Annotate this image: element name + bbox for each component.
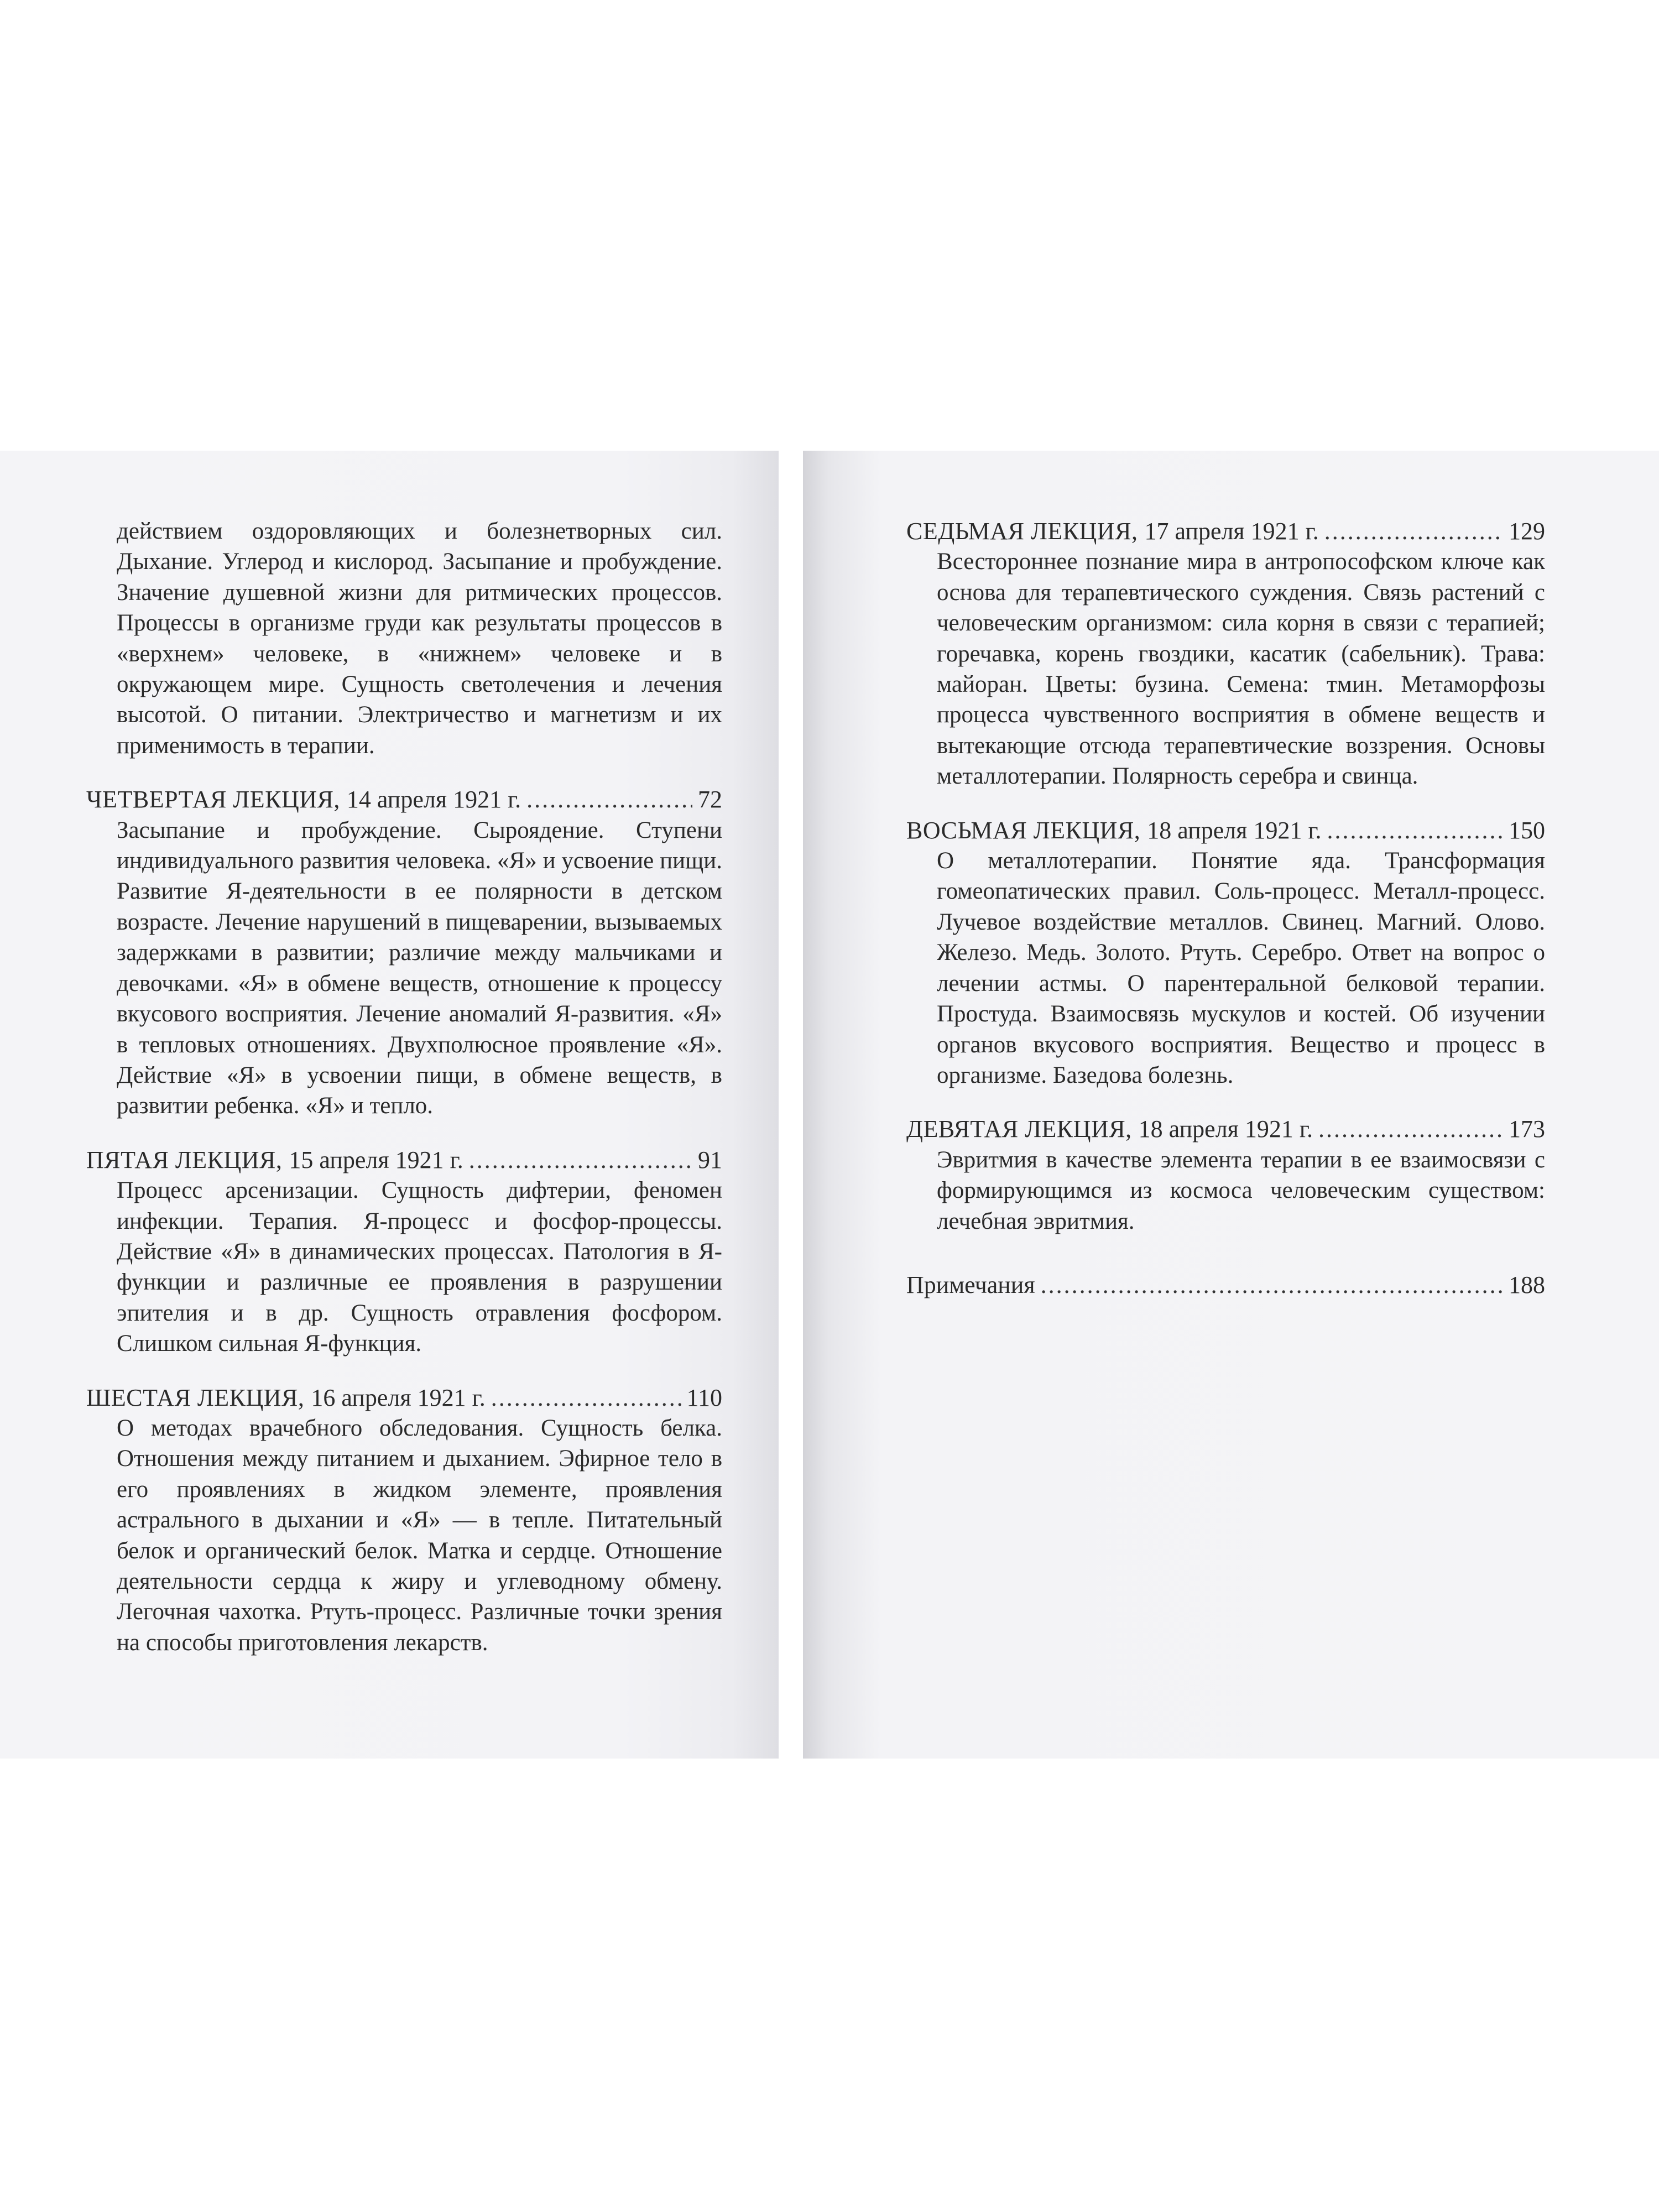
lecture-title: ВОСЬМАЯ ЛЕКЦИЯ, bbox=[906, 816, 1141, 844]
toc-entry-lecture-8 bbox=[906, 815, 1545, 1091]
page-number: 110 bbox=[686, 1384, 722, 1411]
notes-title: Примечания bbox=[906, 1271, 1035, 1298]
toc-entry-lecture-6 bbox=[86, 1383, 722, 1658]
toc-entry-notes bbox=[906, 1270, 1545, 1300]
lecture-date: 14 апреля 1921 г. bbox=[346, 786, 521, 813]
toc-entry-lecture-4 bbox=[86, 784, 722, 1121]
lecture-title: ШЕСТАЯ ЛЕКЦИЯ, bbox=[86, 1384, 305, 1411]
toc-entry-heading bbox=[86, 1383, 722, 1413]
lecture-description: О методах врачебного обследования. Сущность белка. Отношения между питанием и дыханием. Эфирное тело в его проявлениях в жидком элементе, проявления астрального в дыхании и «Я» — в тепле. Питательный белок и органический белок. Матка и сердце. Отношение деятельности сердца к жиру и углеводному обмену. Легочная чахотка. Ртуть-процесс. Различные точки зрения на способы приготовления лекарств. bbox=[117, 1415, 722, 1656]
dot-leader bbox=[526, 784, 692, 815]
page-number: 173 bbox=[1509, 1115, 1545, 1143]
toc-entry-heading bbox=[906, 516, 1545, 546]
dot-leader bbox=[469, 1145, 692, 1175]
lecture-date: 18 апреля 1921 г. bbox=[1138, 1115, 1313, 1143]
page-number: 91 bbox=[698, 1146, 722, 1173]
lecture-date: 18 апреля 1921 г. bbox=[1147, 816, 1322, 844]
lecture-description: Процесс арсенизации. Сущность дифтерии, феномен инфекции. Терапия. Я-процесс и фосфор-процессы. Действие «Я» в динамических процессах. Патология в Я-функции и различные ее проявления в разрушении эпителия и в др. Сущность отравления фосфором. Слишком сильная Я-функция. bbox=[117, 1177, 722, 1357]
lecture-title: ДЕВЯТАЯ ЛЕКЦИЯ, bbox=[906, 1115, 1132, 1143]
toc-entry-heading bbox=[906, 815, 1545, 846]
lecture-description: Всестороннее познание мира в антропософском ключе как основа для терапевтического суждения. Связь растений с человеческим организмом: сила корня в связи с терапией; горечавка, корень гвоздики, касатик (сабельник). Трава: майоран. Цветы: бузина. Семена: тмин. Метаморфозы процесса чувственного восприятия в обмене веществ и вытекающие отсюда терапевтические воззрения. Основы металлотерапии. Полярность серебра и свинца. bbox=[937, 549, 1545, 790]
dot-leader bbox=[1041, 1270, 1503, 1300]
left-page-text bbox=[86, 516, 722, 1681]
lecture-description: О металлотерапии. Понятие яда. Трансформация гомеопатических правил. Соль-процесс. Металл-процесс. Лучевое воздействие металлов. Свинец. Магний. Олово. Железо. Медь. Золото. Ртуть. Серебро. Ответ на вопрос о лечении астмы. О парентеральной белковой терапии. Простуда. Взаимосвязь мускулов и костей. Об изучении органов вкусового восприятия. Вещество и процесс в организме. Базедова болезнь. bbox=[937, 848, 1545, 1088]
page-number: 188 bbox=[1509, 1271, 1545, 1298]
lecture-title: СЕДЬМАЯ ЛЕКЦИЯ, bbox=[906, 518, 1138, 545]
lecture-date: 16 апреля 1921 г. bbox=[311, 1384, 486, 1411]
lecture-description: Эвритмия в качестве элемента терапии в ее взаимосвязи с формирующимся из космоса человеческим существом: лечебная эвритмия. bbox=[937, 1146, 1545, 1234]
toc-entry-lecture-5 bbox=[86, 1145, 722, 1359]
toc-entry-heading bbox=[86, 1145, 722, 1175]
lecture-date: 17 апреля 1921 г. bbox=[1144, 518, 1319, 545]
dot-leader bbox=[1324, 516, 1503, 546]
toc-entry-heading bbox=[906, 1114, 1545, 1144]
right-page bbox=[803, 451, 1659, 1759]
toc-entry-heading bbox=[86, 784, 722, 815]
page-gutter bbox=[779, 451, 803, 1759]
right-page-text bbox=[906, 516, 1545, 1323]
page-number: 72 bbox=[698, 786, 722, 813]
toc-entry-heading bbox=[906, 1270, 1545, 1300]
page-number: 150 bbox=[1509, 816, 1545, 844]
toc-entry-lecture-9 bbox=[906, 1114, 1545, 1237]
lecture-title: ПЯТАЯ ЛЕКЦИЯ, bbox=[86, 1146, 283, 1173]
left-page bbox=[0, 451, 779, 1759]
book-spread bbox=[0, 451, 1659, 1759]
dot-leader bbox=[1327, 815, 1503, 846]
lecture-description: Засыпание и пробуждение. Сыроядение. Ступени индивидуального развития человека. «Я» и усвоение пищи. Развитие Я-деятельности в ее полярности в детском возрасте. Лечение нарушений в пищеварении, вызываемых задержками в развитии; различие между мальчиками и девочками. «Я» в обмене веществ, отношение к процессу вкусового восприятия. Лечение аномалий Я-развития. «Я» в тепловых отношениях. Двухполюсное проявление «Я». Действие «Я» в усвоении пищи, в обмене веществ, в развитии ребенка. «Я» и тепло. bbox=[117, 817, 722, 1119]
toc-entry-lecture-7 bbox=[906, 516, 1545, 792]
lecture-date: 15 апреля 1921 г. bbox=[289, 1146, 463, 1173]
dot-leader bbox=[1318, 1114, 1503, 1144]
continued-description: действием оздоровляющих и болезнетворных сил. Дыхание. Углерод и кислород. Засыпание и пробуждение. Значение душевной жизни для ритмических процессов. Процессы в организме груди как результаты процессов в «верхнем» человеке, в «нижнем» человеке и в окружающем мире. Сущность светолечения и лечения высотой. О питании. Электричество и магнетизм и их применимость в терапии. bbox=[117, 518, 722, 759]
dot-leader bbox=[491, 1383, 681, 1413]
page-number: 129 bbox=[1509, 518, 1545, 545]
lecture-title: ЧЕТВЕРТАЯ ЛЕКЦИЯ, bbox=[86, 786, 340, 813]
